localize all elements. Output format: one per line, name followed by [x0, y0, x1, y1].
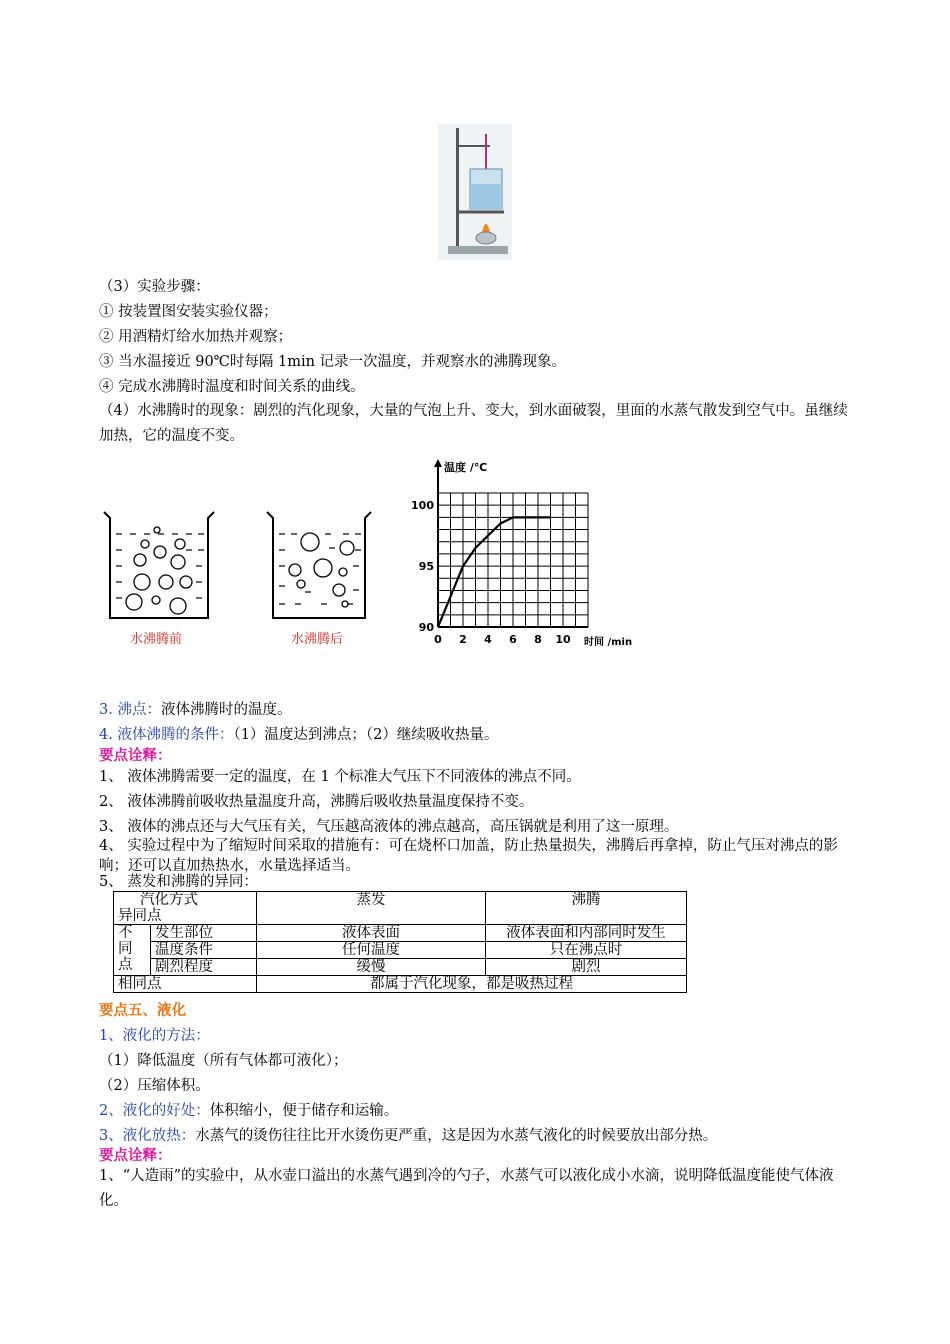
evaporation-boiling-table	[113, 891, 687, 993]
note-item: 5、 蒸发和沸腾的异同：	[99, 874, 258, 890]
boiling-conditions-label: 4. 液体沸腾的条件：	[99, 727, 234, 743]
step-item: ④ 完成水沸腾时温度和时间关系的曲线。	[99, 379, 365, 395]
x-tick-label: 10	[555, 633, 571, 646]
boiling-cell: 剧烈	[486, 959, 687, 976]
liquefaction-benefit-line	[99, 1101, 398, 1121]
note-item: 4、 实验过程中为了缩短时间采取的措施有：可在烧杯口加盖，防止热量损失，沸腾后再拿掉，防止气压对沸点的影响；还可以直加热热水，水量选择适当。	[99, 838, 838, 874]
beaker-before-boiling	[100, 500, 220, 655]
aspect-cell: 温度条件	[151, 942, 257, 959]
col-evaporation-header: 蒸发	[257, 892, 486, 925]
steps-title: （3）实验步骤：	[99, 279, 210, 295]
y-tick-label: 90	[418, 621, 434, 634]
aspect-cell: 剧烈程度	[151, 959, 257, 976]
note-item: 2、 液体沸腾前吸收热量温度升高，沸腾后吸收热量温度保持不变。	[99, 794, 534, 810]
y-tick-label: 95	[418, 560, 434, 574]
evaporation-cell: 任何温度	[257, 942, 486, 959]
step-item: ① 按装置图安装实验仪器；	[99, 304, 278, 320]
x-axis-label: 时间 /min	[584, 637, 633, 648]
evaporation-cell: 液体表面	[257, 925, 486, 942]
heat-label: 3、液化放热：	[99, 1128, 196, 1144]
benefit-label: 2、液化的好处：	[99, 1103, 210, 1119]
same-label-cell: 相同点	[114, 976, 257, 993]
boiling-conditions-text: （1）温度达到沸点；（2）继续吸收热量。	[233, 727, 499, 743]
same-text-cell: 都属于汽化现象，都是吸热过程	[257, 976, 687, 993]
notes-heading: 要点诠释：	[99, 747, 172, 764]
diff-label-char: 点	[118, 957, 133, 973]
x-tick-label: 6	[509, 633, 517, 646]
series-line	[438, 517, 551, 627]
notes-heading: 要点诠释：	[99, 1147, 172, 1164]
benefit-text: 体积缩小，便于储存和运输。	[209, 1103, 399, 1119]
table-row	[114, 976, 687, 993]
table-corner-cell	[114, 892, 257, 925]
method-item: （2）压缩体积。	[99, 1078, 210, 1094]
beaker-before-label: 水沸腾前	[130, 632, 183, 647]
heat-text: 水蒸气的烫伤往往比开水烫伤更严重，这是因为水蒸气液化的时候要放出部分热。	[195, 1128, 718, 1144]
liquefaction-heat-line	[99, 1126, 717, 1146]
diff-label-cell	[114, 925, 151, 976]
y-axis-arrow	[434, 459, 442, 467]
note-item: 3、 液体的沸点还与大气压有关，气压越高液体的沸点越高，高压锅就是利用了这一原理。	[99, 819, 679, 835]
boiling-conditions-line	[99, 725, 498, 745]
note-item: 1、 液体沸腾需要一定的温度，在 1 个标准大气压下不同液体的沸点不同。	[99, 769, 581, 785]
diff-label-char: 同	[118, 941, 133, 957]
phenomenon-paragraph: （4）水沸腾时的现象：剧烈的汽化现象，大量的气泡上升、变大，到水面破裂，里面的水蒸气散发到空气中。虽继续加热，它的温度不变。	[99, 403, 848, 444]
x-tick-label: 8	[534, 633, 542, 646]
evaporation-cell: 缓慢	[257, 959, 486, 976]
method-item: （1）降低温度（所有气体都可液化）；	[99, 1053, 348, 1069]
aspect-cell: 发生部位	[151, 925, 257, 942]
chart-ticks	[411, 499, 571, 646]
boiling-cell: 只在沸点时	[486, 942, 687, 959]
rain-experiment-note: 1、“人造雨”的实验中，从水壶口溢出的水蒸气遇到冷的勺子，水蒸气可以液化成小水滴，说明降低温度能使气体液化。	[99, 1168, 834, 1209]
boiling-point-label: 3. 沸点：	[99, 702, 161, 718]
x-tick-label: 4	[484, 633, 492, 646]
corner-bottom-label: 异同点	[118, 908, 162, 924]
diff-label-char: 不	[118, 925, 133, 941]
table-row	[114, 959, 687, 976]
temperature-time-chart	[410, 455, 640, 655]
y-tick-label: 100	[411, 499, 434, 513]
chart-grid	[438, 493, 588, 627]
table-row	[114, 925, 687, 942]
beaker-after-label: 水沸腾后	[291, 632, 344, 647]
y-axis-label: 温度 /℃	[444, 461, 488, 474]
table-header-row	[114, 892, 687, 925]
step-item: ② 用酒精灯给水加热并观察；	[99, 329, 293, 345]
x-tick-label: 0	[434, 633, 442, 646]
liquefaction-method-label: 1、液化的方法：	[99, 1028, 210, 1044]
boiling-cell: 液体表面和内部同时发生	[486, 925, 687, 942]
x-tick-label: 2	[459, 633, 467, 646]
step-item: ③ 当水温接近 90℃时每隔 1min 记录一次温度，并观察水的沸腾现象。	[99, 354, 567, 370]
corner-top-label: 汽化方式	[140, 892, 198, 908]
boiling-point-line	[99, 700, 291, 720]
table-row	[114, 942, 687, 959]
apparatus-illustration	[438, 124, 512, 260]
section5-heading: 要点五、液化	[99, 1002, 186, 1019]
beaker-after-boiling	[265, 500, 375, 655]
chart-series	[438, 517, 551, 627]
col-boiling-header: 沸腾	[486, 892, 687, 925]
boiling-point-text: 液体沸腾时的温度。	[160, 702, 292, 718]
